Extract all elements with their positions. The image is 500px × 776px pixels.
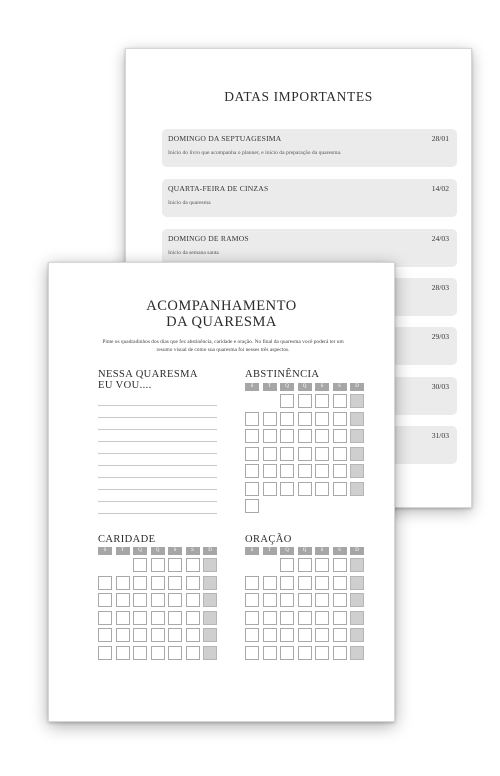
day-checkbox[interactable] <box>315 482 329 496</box>
day-checkbox[interactable] <box>203 558 217 572</box>
weekday-header: D <box>203 547 217 555</box>
day-checkbox[interactable] <box>298 429 312 443</box>
resolutions-title-line-1: NESSA QUARESMA <box>98 369 198 380</box>
day-checkbox[interactable] <box>315 412 329 426</box>
tracker-title-oracao: ORAÇÃO <box>245 534 292 545</box>
day-checkbox[interactable] <box>350 412 364 426</box>
date-card-title: DOMINGO DE RAMOS <box>168 234 249 243</box>
day-checkbox[interactable] <box>298 394 312 408</box>
day-checkbox[interactable] <box>333 412 347 426</box>
day-checkbox[interactable] <box>298 482 312 496</box>
date-card-description: Inicio da quaresma <box>168 200 211 206</box>
day-checkbox[interactable] <box>245 464 259 478</box>
day-checkbox[interactable] <box>315 576 329 590</box>
weekday-header: Q <box>298 547 312 555</box>
day-checkbox[interactable] <box>151 593 165 607</box>
day-checkbox[interactable] <box>333 429 347 443</box>
resolutions-title-line-2: EU VOU.... <box>98 380 152 391</box>
day-checkbox[interactable] <box>315 558 329 572</box>
weekday-header: Q <box>280 383 294 391</box>
date-card-date: 29/03 <box>431 332 449 341</box>
day-checkbox[interactable] <box>203 628 217 642</box>
day-checkbox[interactable] <box>133 576 147 590</box>
day-checkbox[interactable] <box>203 646 217 660</box>
day-checkbox[interactable] <box>298 412 312 426</box>
day-checkbox[interactable] <box>350 611 364 625</box>
day-checkbox[interactable] <box>186 646 200 660</box>
day-checkbox[interactable] <box>315 429 329 443</box>
day-checkbox[interactable] <box>116 576 130 590</box>
resolutions-title <box>98 369 198 391</box>
day-checkbox[interactable] <box>350 558 364 572</box>
day-checkbox[interactable] <box>263 482 277 496</box>
weekday-header: Q <box>298 383 312 391</box>
day-checkbox[interactable] <box>315 394 329 408</box>
day-checkbox[interactable] <box>151 558 165 572</box>
day-checkbox[interactable] <box>203 576 217 590</box>
weekday-header: S <box>168 547 182 555</box>
day-checkbox[interactable] <box>280 646 294 660</box>
day-checkbox[interactable] <box>263 593 277 607</box>
day-checkbox[interactable] <box>315 628 329 642</box>
weekday-header: Q <box>280 547 294 555</box>
writing-line <box>98 501 217 502</box>
day-checkbox[interactable] <box>333 576 347 590</box>
day-checkbox[interactable] <box>298 628 312 642</box>
day-checkbox[interactable] <box>168 558 182 572</box>
day-checkbox[interactable] <box>315 611 329 625</box>
weekday-header: S <box>333 383 347 391</box>
day-checkbox[interactable] <box>151 646 165 660</box>
day-checkbox[interactable] <box>298 464 312 478</box>
day-checkbox[interactable] <box>98 628 112 642</box>
day-checkbox[interactable] <box>350 593 364 607</box>
lent-tracker-page <box>48 262 395 722</box>
date-card-title: DOMINGO DA SEPTUAGESIMA <box>168 134 282 143</box>
day-checkbox[interactable] <box>245 429 259 443</box>
weekday-header: Q <box>133 547 147 555</box>
day-checkbox[interactable] <box>245 593 259 607</box>
date-card <box>162 179 457 217</box>
day-checkbox[interactable] <box>203 593 217 607</box>
day-checkbox[interactable] <box>315 646 329 660</box>
day-checkbox[interactable] <box>186 611 200 625</box>
day-checkbox[interactable] <box>168 646 182 660</box>
day-checkbox[interactable] <box>350 447 364 461</box>
day-checkbox[interactable] <box>98 646 112 660</box>
day-checkbox[interactable] <box>263 429 277 443</box>
day-checkbox[interactable] <box>315 447 329 461</box>
day-checkbox[interactable] <box>133 646 147 660</box>
day-checkbox[interactable] <box>245 499 259 513</box>
day-checkbox[interactable] <box>350 429 364 443</box>
day-checkbox[interactable] <box>245 646 259 660</box>
day-checkbox[interactable] <box>315 593 329 607</box>
day-checkbox[interactable] <box>151 576 165 590</box>
weekday-header: S <box>315 383 329 391</box>
day-checkbox[interactable] <box>333 646 347 660</box>
day-checkbox[interactable] <box>333 593 347 607</box>
day-checkbox[interactable] <box>280 611 294 625</box>
day-checkbox[interactable] <box>116 628 130 642</box>
day-checkbox[interactable] <box>116 646 130 660</box>
writing-line <box>98 405 217 406</box>
day-checkbox[interactable] <box>133 558 147 572</box>
date-card-description: Inicio da semana santa <box>168 250 219 256</box>
day-checkbox[interactable] <box>186 558 200 572</box>
day-checkbox[interactable] <box>245 482 259 496</box>
day-checkbox[interactable] <box>203 611 217 625</box>
day-checkbox[interactable] <box>298 558 312 572</box>
writing-line <box>98 513 217 514</box>
weekday-header: T <box>263 383 277 391</box>
day-checkbox[interactable] <box>245 628 259 642</box>
day-checkbox[interactable] <box>280 558 294 572</box>
weekday-header: S <box>98 547 112 555</box>
day-checkbox[interactable] <box>116 593 130 607</box>
day-checkbox[interactable] <box>298 576 312 590</box>
date-card-date: 30/03 <box>431 382 449 391</box>
date-card-date: 28/01 <box>431 134 449 143</box>
day-checkbox[interactable] <box>298 611 312 625</box>
writing-line <box>98 441 217 442</box>
day-checkbox[interactable] <box>350 482 364 496</box>
day-checkbox[interactable] <box>298 646 312 660</box>
weekday-header: T <box>116 547 130 555</box>
day-checkbox[interactable] <box>298 593 312 607</box>
day-checkbox[interactable] <box>333 394 347 408</box>
day-checkbox[interactable] <box>116 611 130 625</box>
day-checkbox[interactable] <box>280 429 294 443</box>
day-checkbox[interactable] <box>350 646 364 660</box>
page-title-line-2: DA QUARESMA <box>166 314 277 330</box>
day-checkbox[interactable] <box>186 628 200 642</box>
weekday-header: S <box>333 547 347 555</box>
day-checkbox[interactable] <box>280 394 294 408</box>
important-dates-title: DATAS IMPORTANTES <box>224 89 373 104</box>
day-checkbox[interactable] <box>350 576 364 590</box>
tracker-title-caridade: CARIDADE <box>98 534 156 545</box>
day-checkbox[interactable] <box>263 628 277 642</box>
day-checkbox[interactable] <box>245 576 259 590</box>
day-checkbox[interactable] <box>280 412 294 426</box>
writing-line <box>98 465 217 466</box>
writing-line <box>98 453 217 454</box>
day-checkbox[interactable] <box>280 576 294 590</box>
day-checkbox[interactable] <box>298 447 312 461</box>
writing-line <box>98 429 217 430</box>
day-checkbox[interactable] <box>263 464 277 478</box>
day-checkbox[interactable] <box>350 464 364 478</box>
weekday-header: S <box>315 547 329 555</box>
day-checkbox[interactable] <box>280 628 294 642</box>
day-checkbox[interactable] <box>280 482 294 496</box>
weekday-header: S <box>245 547 259 555</box>
page-title <box>49 298 394 330</box>
day-checkbox[interactable] <box>133 593 147 607</box>
weekday-header: Q <box>151 547 165 555</box>
day-checkbox[interactable] <box>245 447 259 461</box>
day-checkbox[interactable] <box>280 464 294 478</box>
writing-line <box>98 417 217 418</box>
day-checkbox[interactable] <box>98 576 112 590</box>
day-checkbox[interactable] <box>186 576 200 590</box>
page-title-line-1: ACOMPANHAMENTO <box>146 298 297 314</box>
day-checkbox[interactable] <box>333 447 347 461</box>
day-checkbox[interactable] <box>263 646 277 660</box>
day-checkbox[interactable] <box>168 593 182 607</box>
day-checkbox[interactable] <box>263 576 277 590</box>
day-checkbox[interactable] <box>186 593 200 607</box>
weekday-header: S <box>186 547 200 555</box>
day-checkbox[interactable] <box>98 593 112 607</box>
day-checkbox[interactable] <box>263 447 277 461</box>
day-checkbox[interactable] <box>98 611 112 625</box>
weekday-header: S <box>245 383 259 391</box>
weekday-header: T <box>263 547 277 555</box>
day-checkbox[interactable] <box>133 628 147 642</box>
tracker-title-abstinencia: ABSTINÊNCIA <box>245 369 320 380</box>
instructions-text: Pinte os quadradinhos dos dias que fez abstinência, caridade e oração. No final da quaresma você poderá ter um resumo visual de como sua quaresma foi nesses três aspectos. <box>102 339 344 353</box>
day-checkbox[interactable] <box>333 558 347 572</box>
date-card-date: 31/03 <box>431 431 449 440</box>
day-checkbox[interactable] <box>333 611 347 625</box>
day-checkbox[interactable] <box>151 628 165 642</box>
day-checkbox[interactable] <box>350 394 364 408</box>
weekday-header: D <box>350 383 364 391</box>
day-checkbox[interactable] <box>263 611 277 625</box>
date-card <box>162 129 457 167</box>
day-checkbox[interactable] <box>333 464 347 478</box>
day-checkbox[interactable] <box>151 611 165 625</box>
day-checkbox[interactable] <box>168 628 182 642</box>
day-checkbox[interactable] <box>333 628 347 642</box>
date-card-date: 24/03 <box>431 234 449 243</box>
writing-line <box>98 477 217 478</box>
day-checkbox[interactable] <box>333 482 347 496</box>
day-checkbox[interactable] <box>245 611 259 625</box>
date-card-date: 28/03 <box>431 283 449 292</box>
date-card-date: 14/02 <box>431 184 449 193</box>
day-checkbox[interactable] <box>245 412 259 426</box>
day-checkbox[interactable] <box>280 593 294 607</box>
day-checkbox[interactable] <box>350 628 364 642</box>
day-checkbox[interactable] <box>263 412 277 426</box>
day-checkbox[interactable] <box>280 447 294 461</box>
date-card-title: QUARTA-FEIRA DE CINZAS <box>168 184 269 193</box>
date-card-description: Inicio do livro que acompanha o planner, e inicio da preparação da quaresma. <box>168 150 342 156</box>
day-checkbox[interactable] <box>133 611 147 625</box>
writing-line <box>98 489 217 490</box>
day-checkbox[interactable] <box>315 464 329 478</box>
day-checkbox[interactable] <box>168 611 182 625</box>
day-checkbox[interactable] <box>168 576 182 590</box>
weekday-header: D <box>350 547 364 555</box>
